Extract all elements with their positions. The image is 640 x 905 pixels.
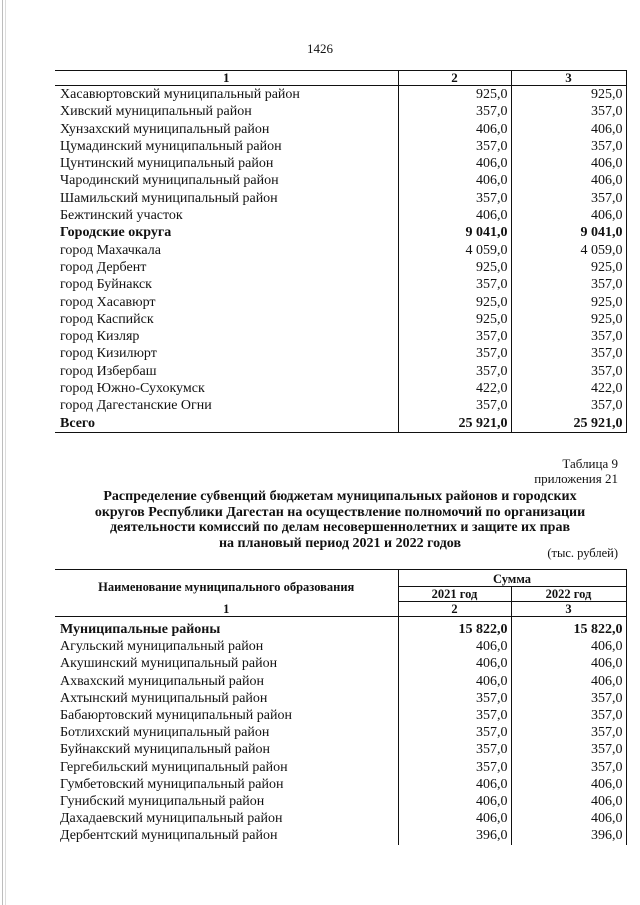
row-value-2021: 406,0 [398,655,511,672]
table-row [55,617,626,639]
row-name: Дахадаевский муниципальный район [60,811,283,827]
table-row [55,345,626,362]
row-value-2021: 357,0 [398,397,511,414]
row-name: город Хасавюрт [60,294,156,310]
row-name: город Кизляр [60,329,140,345]
table-row [55,415,626,433]
table-row [55,707,626,724]
table-row [55,380,626,397]
row-value-2021: 406,0 [398,673,511,690]
row-value-2021: 396,0 [398,827,511,844]
row-value-2021: 406,0 [398,207,511,224]
table-title-line: Распределение субвенций бюджетам муниципальных районов и городских [103,489,577,504]
row-value-2021: 357,0 [398,328,511,345]
row-name: Цунтинский муниципальный район [60,156,274,172]
row-value-2021: 357,0 [398,345,511,362]
row-name: Гунибский муниципальный район [60,794,265,810]
row-value-2022: 406,0 [511,793,626,810]
units-label: (тыс. рублей) [547,546,618,560]
row-value-2021: 9 041,0 [398,224,511,241]
table-row [55,103,626,120]
column-number-row [55,602,626,617]
table-row [55,363,626,380]
table-row [55,276,626,293]
column-header-1: 1 [55,71,398,86]
row-value-2022: 422,0 [511,380,626,397]
row-value-2022: 406,0 [511,155,626,172]
row-value-2022: 357,0 [511,276,626,293]
table-row [55,827,626,844]
row-value-2021: 925,0 [398,311,511,328]
table-title-line: на плановый период 2021 и 2022 годов [218,535,462,551]
row-value-2021: 357,0 [398,724,511,741]
row-value-2021: 406,0 [398,776,511,793]
row-name: город Южно-Сухокумск [60,381,205,397]
table-row [55,655,626,672]
row-value-2021: 406,0 [398,172,511,189]
row-name: Городские округа [60,225,172,241]
column-number-3: 3 [511,602,626,617]
row-name: Шамильский муниципальный район [60,190,278,206]
page-number: 1426 [307,41,333,56]
table-row [55,638,626,655]
row-name: город Дербент [60,259,147,275]
row-value-2022: 396,0 [511,827,626,844]
row-value-2021: 357,0 [398,103,511,120]
row-value-2021: 357,0 [398,190,511,207]
row-value-2022: 925,0 [511,86,626,104]
row-value-2021: 925,0 [398,294,511,311]
row-name: Хивский муниципальный район [60,104,252,120]
column-header-name: Наименование муниципального образования [55,570,398,602]
table-number: Таблица 9 [562,456,618,471]
row-value-2022: 357,0 [511,690,626,707]
row-value-2021: 357,0 [398,363,511,380]
row-value-2022: 357,0 [511,397,626,414]
table-row [55,207,626,224]
table-row [55,397,626,414]
table-row [55,793,626,810]
row-name: Бежтинский участок [60,208,183,224]
row-name: город Каспийск [60,311,154,327]
row-name: Всего [55,415,398,433]
table-row [55,138,626,155]
row-name: город Буйнакск [60,277,152,293]
table-row [55,294,626,311]
row-value-2022: 357,0 [511,190,626,207]
row-value-2021: 357,0 [398,707,511,724]
row-value-2022: 406,0 [511,172,626,189]
table-row [55,242,626,259]
table-reference [534,456,618,486]
table-title-line: округов Республики Дагестан на осуществление полномочий по организации [94,504,586,520]
row-value-2021: 4 059,0 [398,242,511,259]
scan-edge-line-secondary [5,0,6,905]
table-row [55,172,626,189]
row-name: Акушинский муниципальный район [60,656,278,672]
row-name: Гумбетовский муниципальный район [60,776,284,792]
row-value-2022: 406,0 [511,673,626,690]
row-value-2022: 925,0 [511,259,626,276]
row-value-2021: 925,0 [398,86,511,104]
appendix-number: приложения 21 [534,471,618,486]
row-value-2022: 925,0 [511,294,626,311]
row-value-2022: 357,0 [511,363,626,380]
table-row [55,690,626,707]
row-value-2022: 406,0 [511,655,626,672]
row-name: Хасавюртовский муниципальный район [60,87,300,102]
row-value-2022: 925,0 [511,311,626,328]
row-value-2022: 357,0 [511,138,626,155]
table-row [55,776,626,793]
table-header-row [55,570,626,587]
row-name: Агульский муниципальный район [60,639,264,655]
row-value-2021: 406,0 [398,638,511,655]
row-name: Буйнакский муниципальный район [60,742,270,758]
table-row [55,759,626,776]
row-name: Хунзахский муниципальный район [60,121,270,137]
row-name: Бабаюртовский муниципальный район [60,708,292,724]
row-value-2022: 15 822,0 [511,617,626,639]
row-value-2021: 925,0 [398,259,511,276]
row-name: Чародинский муниципальный район [60,173,279,189]
row-name: Дербентский муниципальный район [60,828,278,844]
row-value-2022: 406,0 [511,776,626,793]
row-value-2021: 422,0 [398,380,511,397]
table-row [55,724,626,741]
row-value-2022: 357,0 [511,724,626,741]
row-name: город Кизилюрт [60,346,157,362]
row-value-2021: 406,0 [398,155,511,172]
row-name: город Избербаш [60,363,157,379]
row-value-2021: 357,0 [398,759,511,776]
column-header-2: 2 [398,71,511,86]
row-value-2022: 357,0 [511,707,626,724]
table-row [55,673,626,690]
table-row [55,190,626,207]
row-value-2022: 406,0 [511,810,626,827]
row-value-2021: 25 921,0 [398,415,511,433]
row-value-2022: 357,0 [511,328,626,345]
table-header-row [55,71,626,86]
column-number-1: 1 [55,602,398,617]
table-continuation [55,70,627,433]
row-value-2022: 357,0 [511,103,626,120]
row-value-2021: 15 822,0 [398,617,511,639]
row-value-2021: 357,0 [398,138,511,155]
row-value-2021: 357,0 [398,276,511,293]
row-value-2021: 406,0 [398,793,511,810]
row-name: Ботлихский муниципальный район [60,725,270,741]
scan-edge-line [2,0,3,905]
table-row [55,741,626,758]
table-row [55,259,626,276]
row-value-2022: 406,0 [511,207,626,224]
row-name: город Махачкала [60,242,161,258]
column-number-2: 2 [398,602,511,617]
table-row [55,121,626,138]
row-name: Ахтынский муниципальный район [60,690,268,706]
row-name: Цумадинский муниципальный район [60,138,282,154]
row-value-2022: 357,0 [511,741,626,758]
column-header-2021: 2021 год [398,587,511,602]
row-value-2021: 406,0 [398,810,511,827]
row-name: город Дагестанские Огни [60,398,212,414]
column-header-2022: 2022 год [511,587,626,602]
table-row [55,155,626,172]
row-value-2021: 357,0 [398,690,511,707]
row-value-2021: 357,0 [398,741,511,758]
subvention-table [55,569,627,845]
table-row [55,810,626,827]
table-title-line: деятельности комиссий по делам несовершеннолетних и защите их прав [109,520,571,535]
row-value-2022: 406,0 [511,638,626,655]
row-name: Гергебильский муниципальный район [60,759,288,775]
row-value-2022: 25 921,0 [511,415,626,433]
table-row [55,86,626,104]
column-header-sum: Сумма [398,570,626,587]
table-row [55,311,626,328]
row-value-2022: 357,0 [511,345,626,362]
row-name: Ахвахский муниципальный район [60,673,264,689]
table-title [60,489,620,551]
row-value-2022: 406,0 [511,121,626,138]
row-name: Муниципальные районы [60,622,221,637]
row-value-2022: 4 059,0 [511,242,626,259]
row-value-2021: 406,0 [398,121,511,138]
row-value-2022: 9 041,0 [511,224,626,241]
table-row [55,224,626,241]
row-value-2022: 357,0 [511,759,626,776]
table-row [55,328,626,345]
column-header-3: 3 [511,71,626,86]
